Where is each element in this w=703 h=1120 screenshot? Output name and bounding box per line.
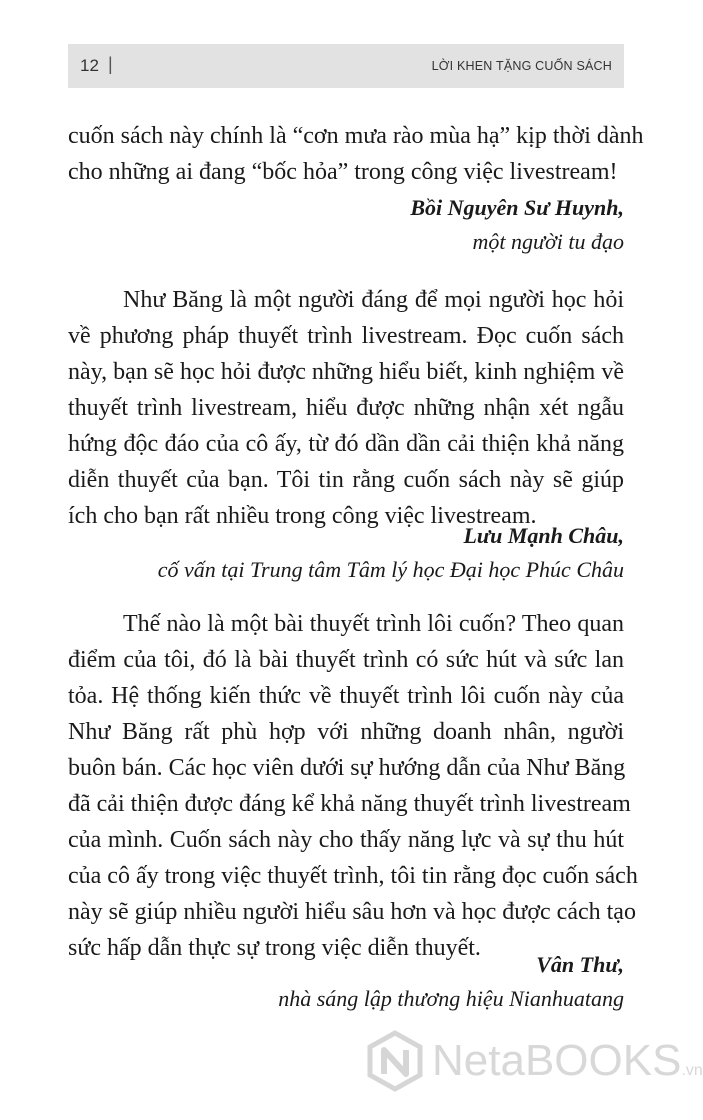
signature-role: cố vấn tại Trung tâm Tâm lý học Đại học Phúc Châu bbox=[157, 557, 624, 582]
signature-name: Vân Thư, bbox=[536, 952, 624, 977]
running-header bbox=[68, 44, 624, 88]
netabooks-logo-icon bbox=[364, 1030, 426, 1092]
text-line: thuyết trình livestream, hiểu được những nhận xét ngẫu bbox=[68, 395, 624, 421]
text-line: này sẽ giúp nhiều người hiểu sâu hơn và học được cách tạo bbox=[68, 899, 636, 925]
text-line: cuốn sách này chính là “cơn mưa rào mùa hạ” kịp thời dành bbox=[68, 123, 644, 149]
text-line: Như Băng là một người đáng để mọi người học hỏi bbox=[123, 287, 624, 313]
watermark bbox=[364, 1028, 703, 1094]
page-number: 12 bbox=[80, 56, 99, 75]
text-line: điểm của tôi, đó là bài thuyết trình có sức hút và sức lan bbox=[68, 647, 624, 673]
text-line: đã cải thiện được đáng kể khả năng thuyết trình livestream bbox=[68, 791, 631, 817]
text-line: của cô ấy trong việc thuyết trình, tôi tin rằng đọc cuốn sách bbox=[68, 863, 638, 889]
signature-role: nhà sáng lập thương hiệu Nianhuatang bbox=[278, 986, 624, 1011]
signature-name: Bồi Nguyên Sư Huynh, bbox=[410, 195, 624, 220]
text-line: sức hấp dẫn thực sự trong việc diễn thuyết. bbox=[68, 935, 481, 961]
text-line: diễn thuyết của bạn. Tôi tin rằng cuốn sách này sẽ giúp bbox=[68, 467, 624, 493]
watermark-text bbox=[432, 1036, 703, 1086]
text-line: hứng độc đáo của cô ấy, từ đó dần dần cải thiện khả năng bbox=[68, 431, 624, 457]
text-line: buôn bán. Các học viên dưới sự hướng dẫn của Như Băng bbox=[68, 755, 626, 781]
signature-role: một người tu đạo bbox=[472, 229, 624, 254]
text-line: cho những ai đang “bốc hỏa” trong công việc livestream! bbox=[68, 159, 618, 185]
text-line: này, bạn sẽ học hỏi được những hiểu biết, kinh nghiệm về bbox=[68, 359, 624, 385]
signature-name: Lưu Mạnh Châu, bbox=[463, 523, 624, 548]
text-line: tỏa. Hệ thống kiến thức về thuyết trình lôi cuốn này của bbox=[68, 683, 624, 709]
text-line: về phương pháp thuyết trình livestream. Đọc cuốn sách bbox=[68, 323, 624, 349]
header-separator: | bbox=[108, 54, 113, 74]
text-line: Như Băng rất phù hợp với những doanh nhân, người bbox=[68, 719, 624, 745]
watermark-brand: NetaBOOKS bbox=[432, 1036, 682, 1085]
text-line: của mình. Cuốn sách này cho thấy năng lực và sự thu hút bbox=[68, 827, 624, 853]
text-line: Thế nào là một bài thuyết trình lôi cuốn? Theo quan bbox=[123, 611, 624, 637]
running-title: LỜI KHEN TẶNG CUỐN SÁCH bbox=[431, 59, 612, 73]
text-line: ích cho bạn rất nhiều trong công việc livestream. bbox=[68, 503, 537, 529]
watermark-suffix: .vn bbox=[681, 1062, 703, 1079]
